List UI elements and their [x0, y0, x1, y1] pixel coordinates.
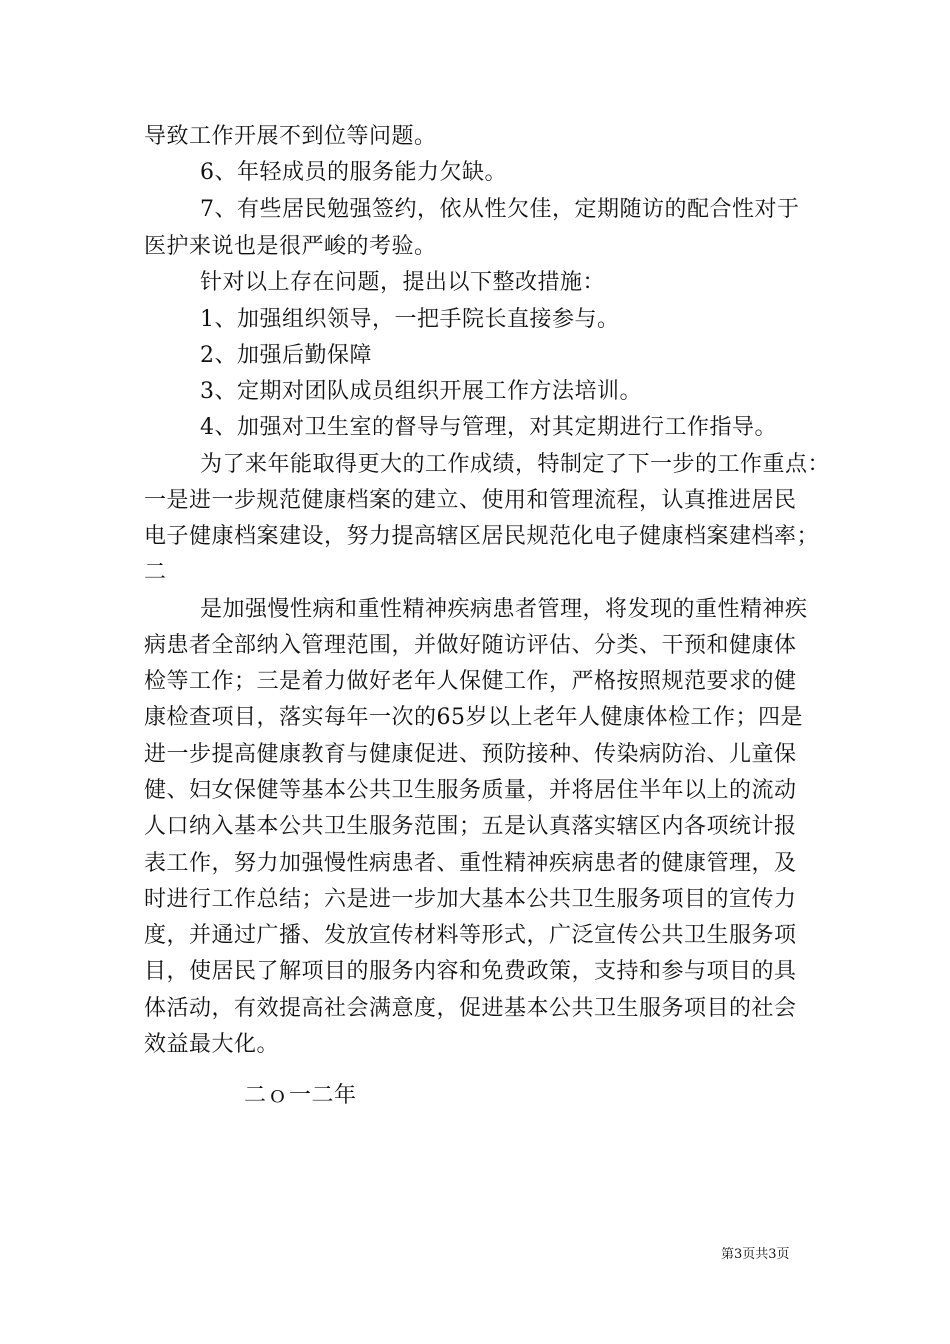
text-line: 健、妇女保健等基本公共卫生服务质量，并将居住半年以上的流动 — [144, 778, 797, 803]
text-line: 为了来年能取得更大的工作成绩，特制定了下一步的工作重点： — [200, 452, 831, 477]
text-line: 一是进一步规范健康档案的建立、使用和管理流程，认真推进居民 — [144, 488, 797, 513]
text-line: 效益最大化。 — [144, 1032, 280, 1057]
text-line: 表工作，努力加强慢性病患者、重性精神疾病患者的健康管理，及 — [144, 851, 797, 876]
text-line: 2、加强后勤保障 — [200, 343, 372, 368]
text-line: 时进行工作总结；六是进一步加大基本公共卫生服务项目的宣传力 — [144, 887, 797, 912]
text-line: 人口纳入基本公共卫生服务范围；五是认真落实辖区内各项统计报 — [144, 814, 797, 839]
text-line: 导致工作开展不到位等问题。 — [144, 124, 437, 149]
text-line: 3、定期对团队成员组织开展工作方法培训。 — [200, 379, 642, 404]
text-line: 是加强慢性病和重性精神疾病患者管理，将发现的重性精神疾 — [200, 597, 808, 622]
text-line: 1、加强组织领导，一把手院长直接参与。 — [200, 307, 620, 332]
text-line: 7、有些居民勉强签约，依从性欠佳，定期随访的配合性对于 — [200, 197, 800, 222]
page-number: 第3页共3页 — [721, 1247, 790, 1262]
text-line: 针对以上存在问题，提出以下整改措施： — [200, 270, 606, 295]
text-line: 医护来说也是很严峻的考验。 — [144, 234, 437, 259]
text-line: 电子健康档案建设，努力提高辖区居民规范化电子健康档案建档率； — [144, 524, 820, 549]
text-line: 病患者全部纳入管理范围，并做好随访评估、分类、干预和健康体 — [144, 633, 797, 658]
signature-date: 二ｏ一二年 — [244, 1083, 357, 1108]
text-line: 体活动，有效提高社会满意度，促进基本公共卫生服务项目的社会 — [144, 996, 797, 1021]
text-line: 4、加强对卫生室的督导与管理，对其定期进行工作指导。 — [200, 415, 777, 440]
text-line: 目，使居民了解项目的服务内容和免费政策，支持和参与项目的具 — [144, 959, 797, 984]
text-line: 进一步提高健康教育与健康促进、预防接种、传染病防治、儿童保 — [144, 742, 797, 767]
text-line: 6、年轻成员的服务能力欠缺。 — [200, 160, 507, 185]
text-line: 康检查项目，落实每年一次的65岁以上老年人健康体检工作；四是 — [144, 705, 803, 730]
text-line: 度，并通过广播、发放宣传材料等形式，广泛宣传公共卫生服务项 — [144, 923, 797, 948]
text-line: 检等工作；三是着力做好老年人保健工作，严格按照规范要求的健 — [144, 669, 797, 694]
text-line: 二 — [144, 560, 167, 585]
